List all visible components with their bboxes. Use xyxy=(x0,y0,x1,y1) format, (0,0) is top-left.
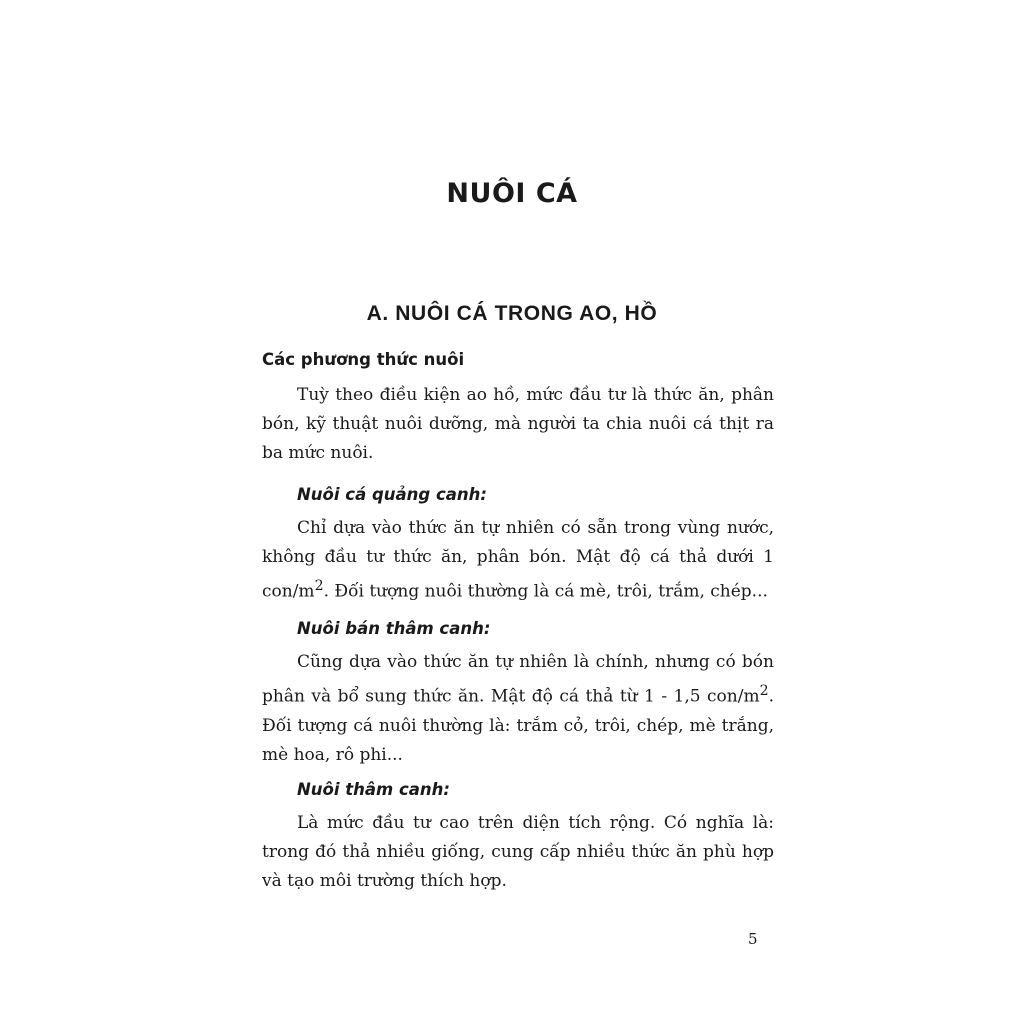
section-title: A. NUÔI CÁ TRONG AO, HỒ xyxy=(366,302,658,325)
paragraph-text: Chỉ dựa vào thức ăn tự nhiên có sẵn trong vùng nước, không đầu tư thức ăn, phân bón. Mật độ cá thả dưới 1 con/m xyxy=(262,518,774,602)
method-paragraph-ban-tham-canh xyxy=(262,648,774,770)
intro-paragraph: Tuỳ theo điều kiện ao hồ, mức đầu tư là thức ăn, phân bón, kỹ thuật nuôi dưỡng, mà người ta chia nuôi cá thịt ra ba mức nuôi. xyxy=(262,385,774,463)
chapter-title: NUÔI CÁ xyxy=(446,178,578,209)
superscript: 2 xyxy=(759,683,769,699)
method-heading-tham-canh: Nuôi thâm canh: xyxy=(297,780,451,799)
method-heading-ban-tham-canh: Nuôi bán thâm canh: xyxy=(297,619,491,638)
superscript: 2 xyxy=(314,578,324,594)
method-paragraph-quang-canh xyxy=(262,514,774,607)
method-paragraph-tham-canh: Là mức đầu tư cao trên diện tích rộng. Có nghĩa là: trong đó thả nhiều giống, cung cấp nhiều thức ăn phù hợp và tạo môi trường thích hợp. xyxy=(262,813,774,891)
paragraph-text: . Đối tượng nuôi thường là cá mè, trôi, trắm, chép... xyxy=(323,581,768,602)
paragraph-text: . Đối tượng cá nuôi thường là: trắm cỏ, trôi, chép, mè trắng, mè hoa, rô phi... xyxy=(262,686,774,765)
page-number: 5 xyxy=(748,930,758,948)
subheading: Các phương thức nuôi xyxy=(262,350,465,369)
method-heading-quang-canh: Nuôi cá quảng canh: xyxy=(297,485,487,504)
paragraph-text: Cũng dựa vào thức ăn tự nhiên là chính, nhưng có bón phân và bổ sung thức ăn. Mật độ cá thả từ 1 - 1,5 con/m xyxy=(262,652,774,707)
